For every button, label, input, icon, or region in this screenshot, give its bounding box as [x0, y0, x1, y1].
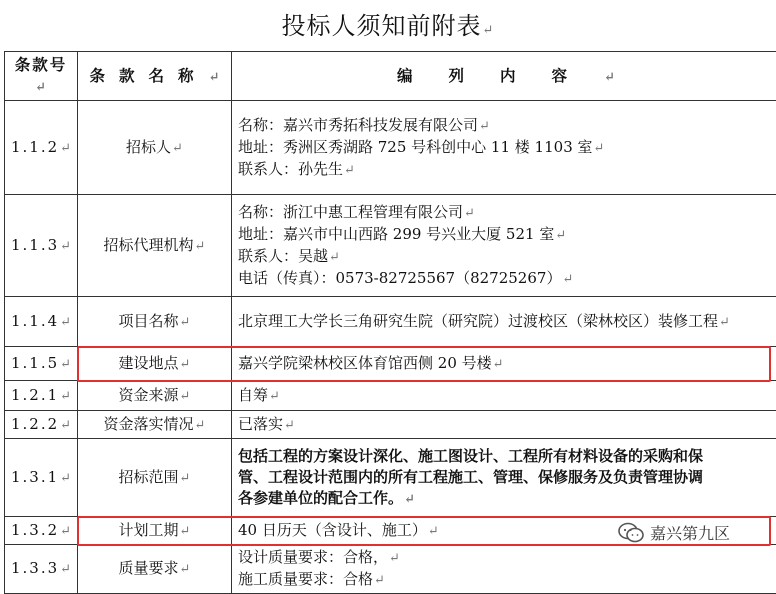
- clause-name: [78, 411, 232, 439]
- clause-number-text: 1.2.1: [11, 386, 59, 404]
- clause-name-text: 项目名称: [119, 312, 179, 330]
- clause-name: [78, 297, 232, 347]
- clause-number-text: 1.3.3: [11, 559, 59, 577]
- paragraph-mark: ↵: [180, 315, 191, 330]
- table-row: [5, 439, 776, 517]
- paragraph-mark: ↵: [269, 389, 280, 404]
- content-line-text: 包括工程的方案设计深化、施工图设计、工程所有材料设备的采购和保: [238, 447, 703, 465]
- content-line-text: 自筹: [238, 386, 268, 404]
- paragraph-mark: ↵: [60, 239, 73, 254]
- clause-content: [232, 439, 776, 517]
- paragraph-mark: ↵: [60, 141, 73, 156]
- content-line-text: 各参建单位的配合工作。: [238, 489, 403, 507]
- clause-name-text: 资金来源: [119, 386, 179, 404]
- paragraph-mark: ↵: [180, 357, 191, 372]
- content-line: [238, 311, 774, 333]
- paragraph-mark: ↵: [555, 228, 566, 243]
- tender-info-table: [4, 51, 776, 594]
- clause-name: [78, 517, 232, 545]
- paragraph-mark: ↵: [195, 239, 206, 254]
- clause-number-text: 1.2.2: [11, 415, 59, 433]
- clause-name: [78, 439, 232, 517]
- header-clause-number-text: 条款号: [15, 55, 68, 74]
- clause-content: [232, 411, 776, 439]
- paragraph-mark: ↵: [464, 206, 475, 221]
- clause-name-text: 招标范围: [119, 468, 179, 486]
- clause-number: [5, 517, 78, 545]
- paragraph-mark: ↵: [180, 524, 191, 539]
- wechat-watermark: [618, 521, 730, 544]
- content-line-text: 施工质量要求：合格: [238, 570, 373, 588]
- clause-number: [5, 411, 78, 439]
- table-row: [5, 411, 776, 439]
- header-content-text: 编列内容: [397, 66, 603, 85]
- document-title: [0, 6, 776, 46]
- clause-number: [5, 195, 78, 297]
- content-line: [238, 488, 774, 510]
- paragraph-mark: ↵: [172, 141, 183, 156]
- paragraph-mark: ↵: [60, 389, 73, 404]
- table-row: [5, 545, 776, 594]
- paragraph-mark: ↵: [428, 524, 439, 539]
- content-line: [238, 547, 774, 569]
- paragraph-mark: ↵: [35, 80, 48, 95]
- content-line: [238, 385, 774, 407]
- paragraph-mark: ↵: [594, 141, 605, 156]
- clause-number-text: 1.3.2: [11, 521, 59, 539]
- content-line-text: 联系人：孙先生: [238, 160, 343, 178]
- content-line-text: 已落实: [238, 415, 283, 433]
- watermark-text: 嘉兴第九区: [650, 521, 730, 544]
- paragraph-mark: ↵: [483, 23, 495, 38]
- clause-name-text: 招标代理机构: [104, 236, 194, 254]
- content-line-text: 地址：嘉兴市中山西路 299 号兴业大厦 521 室: [238, 225, 554, 243]
- paragraph-mark: ↵: [60, 524, 73, 539]
- content-line: [238, 115, 774, 137]
- paragraph-mark: ↵: [60, 418, 73, 433]
- content-line-text: 名称：浙江中惠工程管理有限公司: [238, 203, 463, 221]
- paragraph-mark: ↵: [404, 492, 415, 507]
- clause-content: [232, 297, 776, 347]
- paragraph-mark: ↵: [180, 471, 191, 486]
- title-text: 投标人须知前附表: [282, 12, 482, 40]
- header-content: [232, 52, 776, 101]
- clause-content: [232, 381, 776, 411]
- table-header-row: [5, 52, 776, 101]
- paragraph-mark: ↵: [374, 573, 385, 588]
- clause-number-text: 1.1.2: [11, 138, 59, 156]
- clause-number: [5, 347, 78, 381]
- content-line: [238, 446, 774, 467]
- table-row: [5, 297, 776, 347]
- clause-number-text: 1.3.1: [11, 468, 59, 486]
- clause-number: [5, 381, 78, 411]
- content-line: [238, 569, 774, 591]
- clause-name-text: 质量要求: [119, 559, 179, 577]
- header-clause-name-text: 条款名称: [90, 66, 208, 85]
- content-line-text: 40 日历天（含设计、施工）: [238, 521, 427, 539]
- content-line-text: 地址：秀洲区秀湖路 725 号科创中心 11 楼 1103 室: [238, 138, 593, 156]
- table-row: [5, 381, 776, 411]
- clause-name: [78, 195, 232, 297]
- clause-name-text: 计划工期: [119, 521, 179, 539]
- content-line-text: 电话（传真）：0573-82725567（82725267）: [238, 269, 561, 287]
- paragraph-mark: ↵: [60, 357, 73, 372]
- content-line: [238, 202, 774, 224]
- paragraph-mark: ↵: [209, 70, 220, 85]
- paragraph-mark: ↵: [195, 418, 206, 433]
- paragraph-mark: ↵: [60, 562, 73, 577]
- header-clause-name: [78, 52, 232, 101]
- clause-number-text: 1.1.4: [11, 312, 59, 330]
- paragraph-mark: ↵: [604, 70, 615, 85]
- clause-number: [5, 101, 78, 195]
- paragraph-mark: ↵: [180, 389, 191, 404]
- clause-content: [232, 347, 776, 381]
- paragraph-mark: ↵: [562, 272, 573, 287]
- clause-name-text: 资金落实情况: [104, 415, 194, 433]
- paragraph-mark: ↵: [60, 315, 73, 330]
- paragraph-mark: ↵: [479, 119, 490, 134]
- content-line-text: 嘉兴学院梁林校区体育馆西侧 20 号楼: [238, 354, 492, 372]
- content-line: [238, 137, 774, 159]
- clause-number: [5, 545, 78, 594]
- clause-content: [232, 545, 776, 594]
- header-clause-number: [5, 52, 78, 101]
- paragraph-mark: ↵: [344, 163, 355, 178]
- content-line: [238, 159, 774, 181]
- clause-content: [232, 101, 776, 195]
- table-row: [5, 347, 776, 381]
- clause-number-text: 1.1.5: [11, 354, 59, 372]
- clause-name: [78, 545, 232, 594]
- clause-name: [78, 347, 232, 381]
- clause-number-text: 1.1.3: [11, 236, 59, 254]
- content-line-text: 管、工程设计范围内的所有工程施工、管理、保修服务及负责管理协调: [238, 468, 703, 486]
- table-row: [5, 195, 776, 297]
- clause-name: [78, 381, 232, 411]
- paragraph-mark: ↵: [180, 562, 191, 577]
- paragraph-mark: ↵: [60, 471, 73, 486]
- clause-number: [5, 297, 78, 347]
- clause-number: [5, 439, 78, 517]
- content-line-text: 名称：嘉兴市秀拓科技发展有限公司: [238, 116, 478, 134]
- clause-name-text: 招标人: [126, 138, 171, 156]
- content-line: [238, 246, 774, 268]
- content-line: [238, 414, 774, 436]
- clause-name-text: 建设地点: [119, 354, 179, 372]
- paragraph-mark: ↵: [389, 551, 400, 566]
- clause-name: [78, 101, 232, 195]
- paragraph-mark: ↵: [284, 418, 295, 433]
- paragraph-mark: ↵: [493, 357, 504, 372]
- content-line-text: 联系人：吴越: [238, 247, 328, 265]
- content-line-text: 北京理工大学长三角研究生院（研究院）过渡校区（梁林校区）装修工程: [238, 312, 718, 330]
- clause-content: [232, 195, 776, 297]
- content-line: [238, 268, 774, 290]
- paragraph-mark: ↵: [719, 315, 730, 330]
- content-line: [238, 224, 774, 246]
- wechat-chat-bubble-icon: [618, 522, 644, 544]
- table-row: [5, 101, 776, 195]
- paragraph-mark: ↵: [329, 250, 340, 265]
- content-line-text: 设计质量要求：合格，: [238, 548, 388, 566]
- content-line: [238, 467, 774, 488]
- content-line: [238, 353, 774, 375]
